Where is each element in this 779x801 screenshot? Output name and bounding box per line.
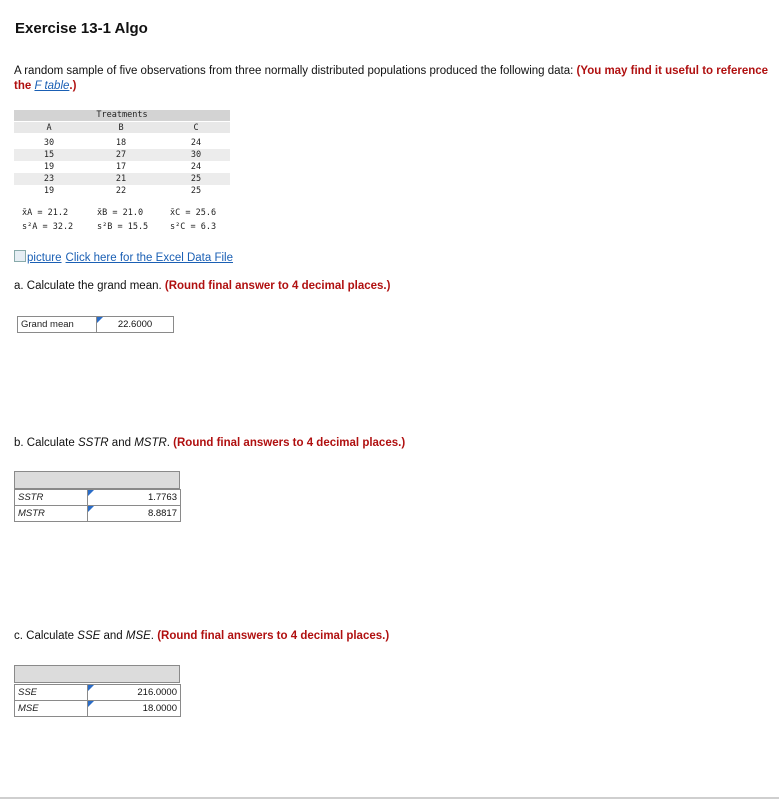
sstr-input[interactable]: 1.7763 bbox=[88, 490, 181, 506]
data-rows bbox=[14, 137, 230, 197]
cell: 19 bbox=[43, 162, 55, 172]
mse-label: MSE bbox=[15, 701, 88, 717]
sstr-mstr-table bbox=[14, 489, 181, 522]
table-row bbox=[15, 490, 181, 506]
intro-text: A random sample of five observations from three normally distributed populations produced the following data: bbox=[14, 65, 577, 77]
cell: 27 bbox=[115, 150, 127, 160]
table-row bbox=[15, 685, 181, 701]
cell: 30 bbox=[43, 138, 55, 148]
cell: 22 bbox=[115, 186, 127, 196]
table-row bbox=[15, 506, 181, 522]
cell: 15 bbox=[43, 150, 55, 160]
problem-intro bbox=[14, 64, 769, 94]
column-header-a: A bbox=[46, 123, 52, 133]
sstr-label: SSTR bbox=[15, 490, 88, 506]
mstr-input[interactable]: 8.8817 bbox=[88, 506, 181, 522]
column-header-row bbox=[14, 122, 230, 133]
question-a: a. Calculate the grand mean. (Round final answer to 4 decimal places.) bbox=[14, 280, 391, 292]
treatments-header: Treatments bbox=[14, 110, 230, 121]
table-row bbox=[18, 317, 174, 333]
page-title: Exercise 13-1 Algo bbox=[15, 20, 148, 37]
column-header-b: B bbox=[118, 123, 124, 133]
variance-a: s²A = 32.2 bbox=[22, 222, 74, 232]
question-c: c. Calculate SSE and MSE. (Round final answers to 4 decimal places.) bbox=[14, 630, 390, 642]
cell: 24 bbox=[190, 138, 202, 148]
table-row bbox=[15, 701, 181, 717]
picture-icon bbox=[14, 250, 26, 262]
excel-link-text[interactable]: Click here for the Excel Data File bbox=[65, 252, 233, 264]
sse-mse-table bbox=[14, 684, 181, 717]
cell: 30 bbox=[190, 150, 202, 160]
grand-mean-label: Grand mean bbox=[18, 317, 97, 333]
f-table-link[interactable]: F table bbox=[34, 80, 70, 92]
variance-b: s²B = 15.5 bbox=[97, 222, 149, 232]
cell: 17 bbox=[115, 162, 127, 172]
sse-input[interactable]: 216.0000 bbox=[88, 685, 181, 701]
mean-c: x̄C = 25.6 bbox=[170, 208, 217, 218]
variance-c: s²C = 6.3 bbox=[170, 222, 217, 232]
cell: 24 bbox=[190, 162, 202, 172]
sse-table-header bbox=[14, 665, 180, 683]
grand-mean-input[interactable]: 22.6000 bbox=[97, 317, 174, 333]
mse-input[interactable]: 18.0000 bbox=[88, 701, 181, 717]
sstr-table-header bbox=[14, 471, 180, 489]
mean-a: x̄A = 21.2 bbox=[22, 208, 69, 218]
mean-b: x̄B = 21.0 bbox=[97, 208, 144, 218]
answer-flag-icon bbox=[88, 490, 94, 496]
excel-data-link[interactable]: picture Click here for the Excel Data File bbox=[14, 250, 233, 264]
question-b: b. Calculate SSTR and MSTR. (Round final answers to 4 decimal places.) bbox=[14, 437, 406, 449]
cell: 25 bbox=[190, 186, 202, 196]
sse-label: SSE bbox=[15, 685, 88, 701]
answer-flag-icon bbox=[88, 701, 94, 707]
cell: 21 bbox=[115, 174, 127, 184]
answer-flag-icon bbox=[88, 506, 94, 512]
cell: 25 bbox=[190, 174, 202, 184]
grand-mean-table bbox=[17, 316, 174, 333]
answer-flag-icon bbox=[88, 685, 94, 691]
bottom-divider bbox=[0, 797, 779, 799]
column-header-c: C bbox=[193, 123, 199, 133]
intro-hint: (You may find it useful to reference the F table.) bbox=[14, 65, 769, 92]
cell: 19 bbox=[43, 186, 55, 196]
answer-flag-icon bbox=[97, 317, 103, 323]
mstr-label: MSTR bbox=[15, 506, 88, 522]
cell: 18 bbox=[115, 138, 127, 148]
cell: 23 bbox=[43, 174, 55, 184]
